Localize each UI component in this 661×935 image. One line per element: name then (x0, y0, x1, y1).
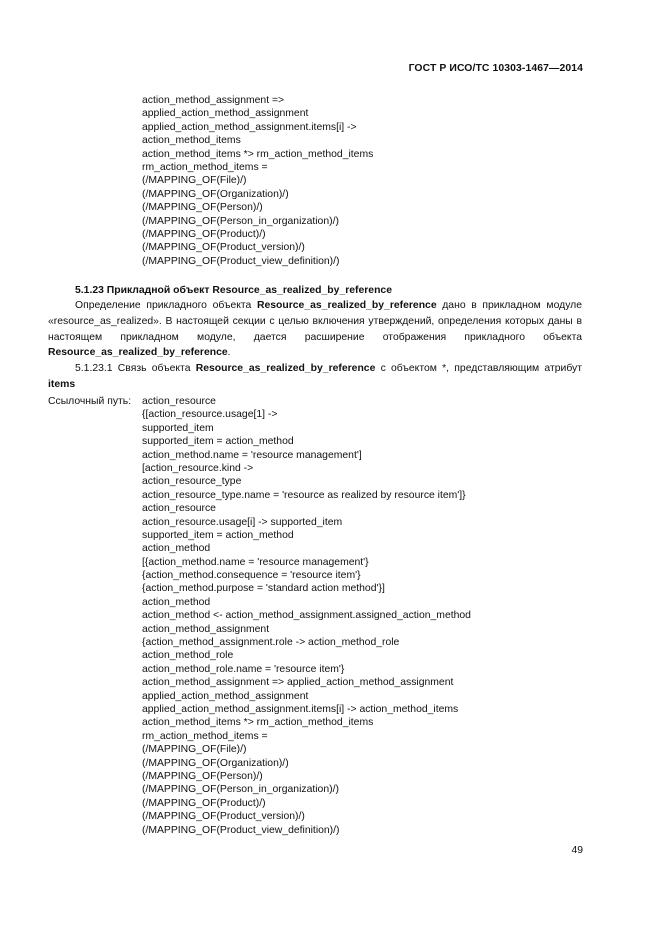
code-line: (/MAPPING_OF(File)/) (142, 175, 247, 187)
code-line: action_method_assignment (142, 623, 270, 635)
code-line: action_method_assignment => applied_action_method_assignment (142, 677, 454, 689)
code-line: {action_method_assignment.role -> action_method_role (142, 637, 400, 649)
mapping-block-continued (142, 94, 373, 268)
page-number: 49 (571, 845, 583, 856)
code-line: applied_action_method_assignment (142, 690, 309, 702)
text-run: 5.1.23.1 Связь объекта (75, 363, 196, 375)
code-line: action_method.name = 'resource management'] (142, 449, 362, 461)
code-line: applied_action_method_assignment.items[i] -> (142, 121, 357, 133)
code-line: [action_resource.kind -> (142, 462, 254, 474)
code-line: action_resource.usage[i] -> supported_item (142, 516, 343, 528)
text-run: с объектом *, представляющим атрибут (375, 363, 582, 375)
code-line: {[action_resource.usage[1] -> (142, 409, 278, 421)
code-line: action_method_items *> rm_action_method_items (142, 717, 374, 729)
code-line: {action_method.consequence = 'resource item'} (142, 570, 361, 582)
code-line: (/MAPPING_OF(Person)/) (142, 770, 263, 782)
standard-header: ГОСТ Р ИСО/ТС 10303-1467—2014 (408, 63, 583, 74)
code-line: rm_action_method_items = (142, 161, 268, 173)
code-line: (/MAPPING_OF(Product)/) (142, 797, 266, 809)
object-name: Resource_as_realized_by_reference (195, 363, 376, 375)
code-line: (/MAPPING_OF(Person)/) (142, 202, 263, 214)
code-line: [{action_method.name = 'resource management'} (142, 556, 369, 568)
code-line: supported_item (142, 422, 214, 434)
code-line: applied_action_method_assignment (142, 108, 309, 120)
code-line: (/MAPPING_OF(Product_version)/) (142, 242, 305, 254)
code-line: (/MAPPING_OF(Product_view_definition)/) (142, 255, 340, 267)
section-title-prefix: 5.1.23 Прикладной объект (75, 285, 213, 296)
code-line: action_resource_type (142, 476, 242, 488)
code-line: (/MAPPING_OF(Product_version)/) (142, 811, 305, 823)
code-line: action_method_role.name = 'resource item'} (142, 663, 345, 675)
code-line: (/MAPPING_OF(File)/) (142, 744, 247, 756)
code-line: (/MAPPING_OF(Product_view_definition)/) (142, 824, 340, 836)
code-line: (/MAPPING_OF(Product)/) (142, 228, 266, 240)
reference-path-lines (142, 395, 471, 837)
code-line: (/MAPPING_OF(Person_in_organization)/) (142, 215, 339, 227)
definition-paragraph (48, 298, 582, 361)
code-line: (/MAPPING_OF(Organization)/) (142, 757, 289, 769)
code-line: (/MAPPING_OF(Person_in_organization)/) (142, 784, 339, 796)
text-run: дано в прикладном модуле «resource_as_realized». В настоящей секции с целью включения утверждений, определения которых даны в настоящем прикладном модуле, дается расширение отображения прикладного объекта (48, 300, 583, 343)
code-line: supported_item = action_method (142, 436, 294, 448)
code-line: supported_item = action_method (142, 529, 294, 541)
text-run: . (227, 347, 231, 359)
section-title (48, 283, 582, 298)
code-line: rm_action_method_items = (142, 730, 268, 742)
code-line: {action_method.purpose = 'standard action method'}] (142, 583, 385, 595)
code-line: (/MAPPING_OF(Organization)/) (142, 188, 289, 200)
reference-path-label: Ссылочный путь: (48, 396, 132, 407)
object-name: Resource_as_realized_by_reference (256, 300, 437, 311)
code-line: action_resource (142, 503, 216, 515)
subsection-paragraph (48, 361, 582, 393)
code-line: action_resource (142, 396, 216, 407)
code-line: action_resource_type.name = 'resource as realized by resource item']} (142, 489, 466, 501)
section-title-object: Resource_as_realized_by_reference (212, 285, 392, 296)
object-name: Resource_as_realized_by_reference (48, 347, 228, 359)
code-line: action_method (142, 543, 211, 555)
text-run: Определение прикладного объекта (75, 300, 257, 311)
code-line: action_method_items (142, 135, 241, 147)
code-line: applied_action_method_assignment.items[i] -> action_method_items (142, 703, 459, 715)
section-5-1-23 (48, 283, 582, 393)
attribute-name: items (48, 378, 76, 390)
code-line: action_method <- action_method_assignment.assigned_action_method (142, 610, 471, 622)
code-line: action_method_items *> rm_action_method_items (142, 148, 374, 160)
code-line: action_method_role (142, 650, 234, 662)
code-line: action_method_assignment => (142, 95, 285, 106)
code-line: action_method (142, 596, 211, 608)
